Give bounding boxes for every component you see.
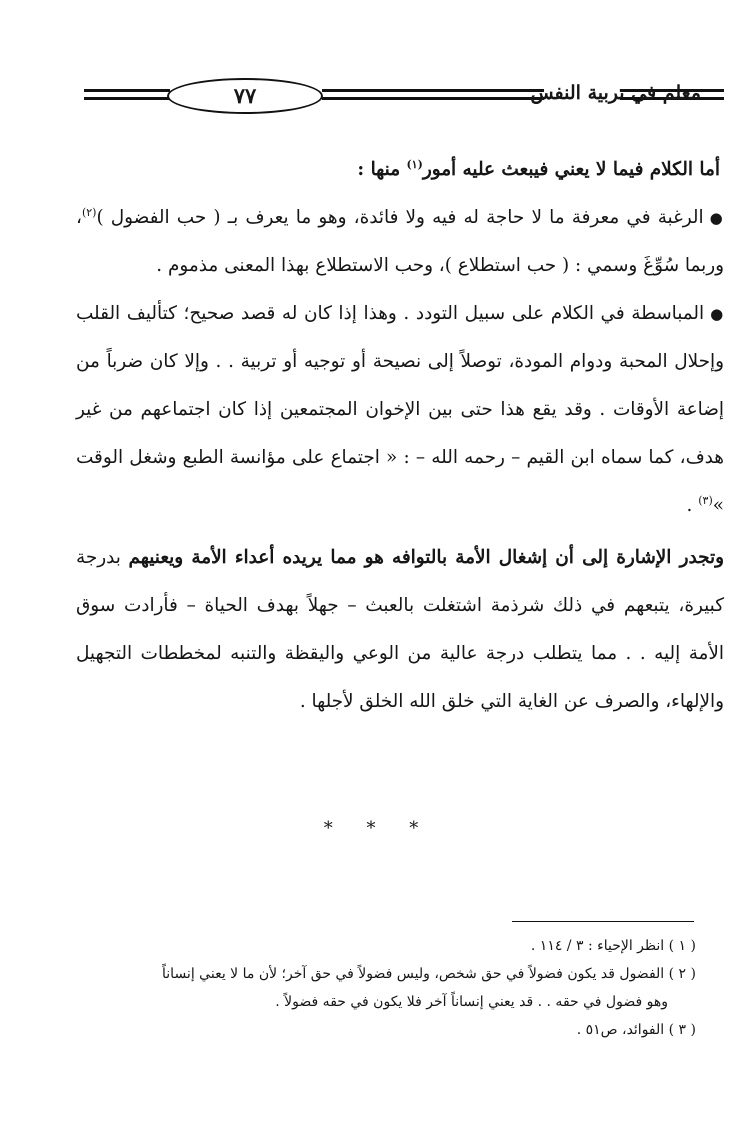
footnote-ref-2: (٢) [81,205,97,219]
footnote-ref-1: (١) [406,157,423,171]
header-rule-middle-top [322,89,544,92]
bullet-1-text: الرغبة في معرفة ما لا حاجة له فيه ولا فائدة، وهو ما يعرف بـ ( حب الفضول ) [96,207,704,228]
heading-tail: منها : [357,159,407,180]
closing-paragraph [76,534,724,726]
main-text [76,146,724,726]
header-rule-middle-bottom [322,97,544,100]
bullet-2-text: المباسطة في الكلام على سبيل التودد . وهذا إذا كان له قصد صحيح؛ كتأليف القلب وإحلال المحبة ودوام المودة، توصلاً إلى نصيحة أو توجيه أو تربية . . وإلا كان ضرباً من إضاعة الأوقات . وقد يقع هذا حتى بين الإخوان المجتمعين إذا كان اجتماعهم من غير هدف، كما سماه ابن القيم – رحمه الله – : « اجتماع على مؤانسة الطبع وشغل الوقت » [76,303,724,516]
bullet-paragraph-2 [76,290,724,530]
header-rule-left-bottom [84,97,170,100]
footnote-3: ( ٣ ) الفوائد، ص٥١ . [576,1022,696,1038]
closing-text: بدرجة كبيرة، يتبعهم في ذلك شرذمة اشتغلت بالعبث – جهلاً بهدف الحياة – فأرادت سوق الأمة إليه . . مما يتطلب درجة عالية من الوعي واليقظة والتنبه لمخططات التجهيل والإلهاء، والصرف عن الغاية التي خلق الله الخلق لأجلها . [76,547,724,712]
footnote-1: ( ١ ) انظر الإحياء : ٣ / ١١٤ . [530,938,696,954]
footnote-2-continued: وهو فضول في حقه . . قد يعني إنساناً آخر فلا يكون في حقه فضولاً . [275,994,668,1010]
footnote-ref-3: (٣) [698,493,713,507]
footnote-2: ( ٢ ) الفضول قد يكون فضولاً في حق شخص، وليس فضولاً في حق آخر؛ لأن ما لا يعني إنساناً [162,966,696,982]
page-number: ٧٧ [167,78,323,114]
book-title: معلم في تربية النفس [530,82,701,104]
bullet-2-tail: . [686,495,699,516]
bullet-icon: ● [709,209,725,227]
closing-lead-text: وتجدر الإشارة إلى أن إشغال الأمة بالتوافه هو مما يريده أعداء الأمة ويعنيهم [128,547,724,568]
bullet-icon: ● [710,305,724,323]
page-header [84,76,724,120]
bullet-paragraph-1 [76,194,724,290]
bullet-1-tail: ، وربما سُوِّغَ وسمي : ( حب استطلاع )، وحب الاستطلاع بهذا المعنى مذموم . [76,207,724,276]
section-heading [76,146,724,194]
section-separator: * * * [323,818,433,839]
header-rule-left-top [84,89,170,92]
footnotes [60,932,696,1044]
heading-text: أما الكلام فيما لا يعني فيبعث عليه أمور [422,159,720,180]
footnote-rule [512,921,694,922]
